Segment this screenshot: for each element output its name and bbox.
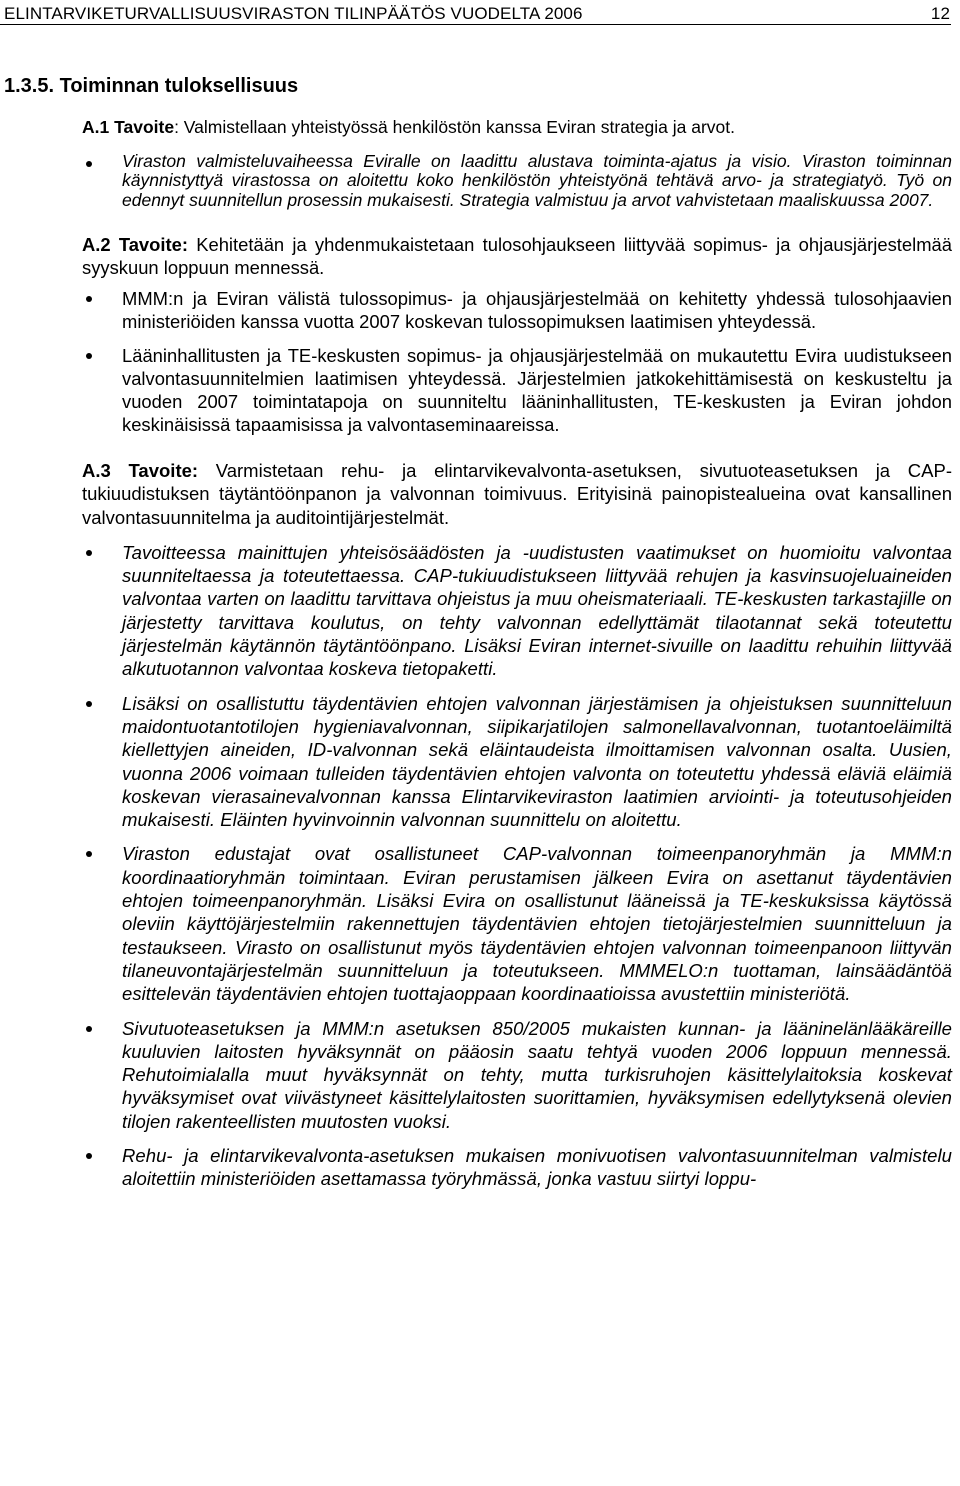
bullet-icon xyxy=(86,1026,92,1032)
section-title: 1.3.5. Toiminnan tuloksellisuus xyxy=(4,75,299,97)
goal-a2 xyxy=(82,233,952,436)
page-number: 12 xyxy=(930,4,950,23)
list-item: Sivutuoteasetuksen ja MMM:n asetuksen 850/2005 mukaisten kunnan- ja lääninelänlääkäreille kuuluvien laitosten hyväksynnät on pääosin saatu tehtyä vuoden 2006 loppuun mennessä. Rehutoimialalla muut hyväksynnät on tehty, mutta turkisruhojen käsittelylaitoksia koskevat hyväksymiset ovat viivästyneet käsittelylaitosten suorittamien, hyväksymisen edellytyksenä olevien tilojen rakenteellisten muutosten vuoksi. xyxy=(82,1017,952,1133)
report-content xyxy=(82,118,952,1191)
list-item: MMM:n ja Eviran välistä tulossopimus- ja ohjausjärjestelmää on kehitetty yhdessä tulosohjaavien ministeriöiden kanssa vuotta 2007 koskevan tulossopimuksen laatimisen yhteydessä. xyxy=(82,287,952,333)
bullet-icon xyxy=(86,550,92,556)
bullet-list xyxy=(82,287,952,436)
bullet-icon xyxy=(86,701,92,707)
bullet-icon xyxy=(86,1153,92,1159)
goal-statement xyxy=(82,233,952,279)
bullet-icon xyxy=(86,353,92,359)
goal-label: A.3 Tavoite: xyxy=(82,460,199,481)
goal-a1 xyxy=(82,118,952,210)
list-item: Lisäksi on osallistuttu täydentävien ehtojen valvonnan järjestämisen ja ohjeistuksen suunnitteluun maidontuotantotilojen hygieniavalvonnan, siipikarjatilojen salmonellavalvonnan, tuotantoeläimiltä kiellettyjen aineiden, ID-valvonnan sekä eläintaudeista ilmoittamisen valvonnan osalta. Uusien, vuonna 2006 voimaan tulleiden täydentävien ehtojen valvonta on toteutettu yhdessä eläviä eläimiä koskevan vierasainevalvonnan kanssa Elintarvikeviraston laatimien arviointi- ja toteutusohjeiden mukaisesti. Eläinten hyvinvoinnin valvonnan suunnittelu on aloitettu. xyxy=(82,692,952,832)
goal-text: Kehitetään ja yhdenmukaistetaan tulosohjaukseen liittyvää sopimus- ja ohjausjärjestelmää syyskuun loppuun mennessä. xyxy=(82,234,952,278)
goal-label: A.2 Tavoite: xyxy=(82,234,188,255)
goal-statement xyxy=(82,118,952,138)
list-item: Viraston valmisteluvaiheessa Eviralle on laadittu alustava toiminta-ajatus ja visio. Viraston toiminnan käynnistyttyä virastossa on aloitettu koko henkilöstön yhteistyönä tehtävä arvo- ja strategiatyö. Työ on edennyt suunnitellun prosessin mukaisesti. Strategia valmistuu ja arvot vahvistetaan maaliskuussa 2007. xyxy=(82,152,952,211)
list-item: Rehu- ja elintarvikevalvonta-asetuksen mukaisen monivuotisen valvontasuunnitelman valmistelu aloitettiin ministeriöiden asettamassa työryhmässä, jonka vastuu siirtyi loppu- xyxy=(82,1144,952,1191)
bullet-icon xyxy=(86,851,92,857)
goal-text: Varmistetaan rehu- ja elintarvikevalvonta-asetuksen, sivutuoteasetuksen ja CAP-tukiuudistuksen täytäntöönpanon ja valvonnan toimivuus. Erityisinä painopistealueina ovat kansallinen valvontasuunnitelma ja auditointijärjestelmät. xyxy=(82,460,953,528)
header-rule xyxy=(0,24,951,25)
list-item: Viraston edustajat ovat osallistuneet CAP-valvonnan toimeenpanoryhmän ja MMM:n koordinaatioryhmän toimintaan. Eviran perustamisen jälkeen Evira on asettanut täydentävien ehtojen toimeenpanoryhmän. Lisäksi Evira on osallistunut lääneissä ja TE-keskuksissa käytössä oleviin käyttöjärjestelmiin rakennettujen täydentävien ehtojen tietojärjestelmien suunnitteluun ja testaukseen. Virasto on osallistunut myös täydentävien ehtojen valvonnan toimeenpanoon liittyvän tilaneuvontajärjestelmän suunnitteluun ja toteutukseen. MMMELO:n tuottaman, lainsäädäntöä esittelevän täydentävien ehtojen tuottajaoppaan koordinaatioissa avustettiin ministeriötä. xyxy=(82,842,952,1005)
bullet-icon xyxy=(86,161,92,167)
bullet-list xyxy=(82,541,952,1191)
bullet-icon xyxy=(86,296,92,302)
goal-label: A.1 Tavoite xyxy=(82,117,175,137)
list-item: Tavoitteessa mainittujen yhteisösäädösten ja -uudistusten vaatimukset on huomioitu valvontaa suunniteltaessa ja toteutettaessa. CAP-tukiuudistukseen liittyvää rehujen ja kasvinsuojeluaineiden valvontaa varten on laadittu tarvittava ohjeistus ja muu oheismateriaali. TE-keskusten tarkastajille on järjestetty tarvittava koulutus, on tehty valvonnan edellyttämät tilaotannat sekä toteutettu järjestelmän käytännön täytäntöönpano. Lisäksi Eviran internet-sivuille on laadittu rehuihin liittyvää alkutuotannon valvontaa koskeva tietopaketti. xyxy=(82,541,952,681)
goal-statement xyxy=(82,459,952,529)
bullet-list xyxy=(82,152,952,211)
page-header xyxy=(4,4,950,26)
header-title: ELINTARVIKETURVALLISUUSVIRASTON TILINPÄÄTÖS VUODELTA 2006 xyxy=(4,4,583,23)
goal-a3 xyxy=(82,459,952,1191)
goal-text: : Valmistellaan yhteistyössä henkilöstön kanssa Eviran strategia ja arvot. xyxy=(174,117,736,137)
list-item: Lääninhallitusten ja TE-keskusten sopimus- ja ohjausjärjestelmää on mukautettu Evira uudistukseen valvontasuunnitelmien laatimisen yhteydessä. Järjestelmien jatkokehittämisestä on keskusteltu ja vuoden 2007 toimintatapoja on suunniteltu lääninhallitusten, TE-keskusten ja Eviran johdon keskinäisissä tapaamisissa ja valvontaseminaareissa. xyxy=(82,344,952,436)
